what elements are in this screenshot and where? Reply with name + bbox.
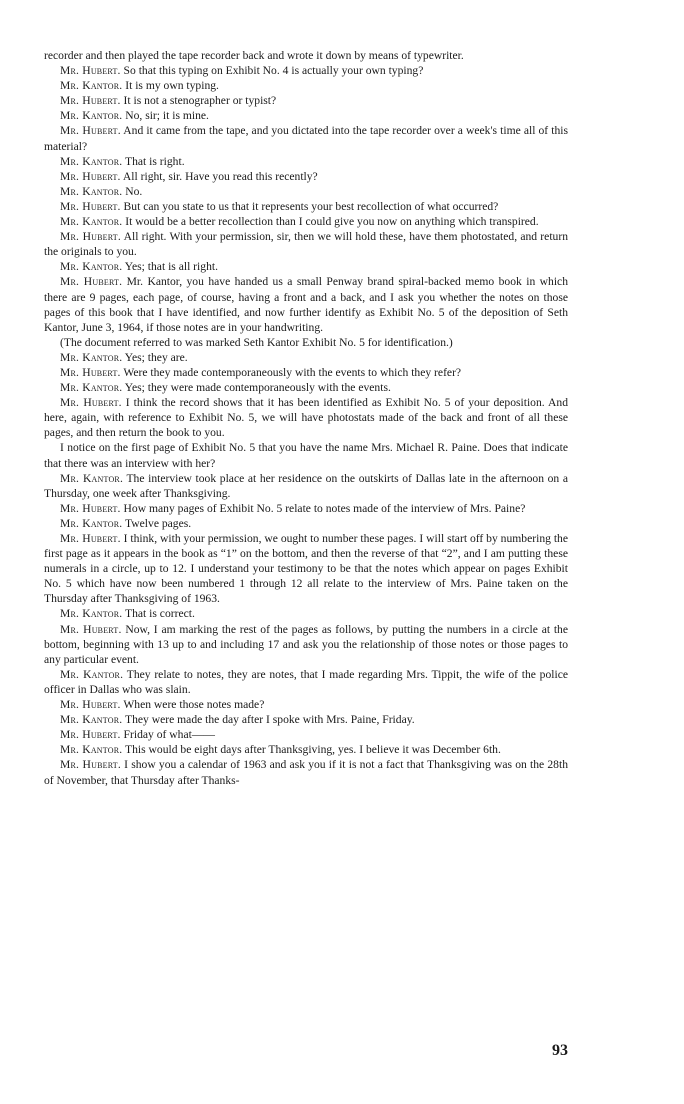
speaker-name: Mr. Hubert.: [60, 275, 123, 289]
paragraph-text: Yes; that is all right.: [122, 260, 218, 274]
speaker-name: Mr. Hubert.: [60, 94, 121, 108]
paragraph-text: Yes; they were made contemporaneously with the events.: [122, 381, 391, 395]
speaker-name: Mr. Kantor.: [60, 381, 123, 395]
paragraph-text: It is my own typing.: [122, 79, 219, 93]
speaker-name: Mr. Kantor.: [60, 184, 123, 198]
paragraph-text: I think, with your permission, we ought to number these pages. I will start off by numbering the first page as it appears in the book as “1” on the bottom, and then the reverse of that “2”, and I am putting these numerals in a circle, up to 12. I understand your testimony to be that the notes which appear on pages Exhibit No. 5 which have now been numbered 1 through 12 all relate to the interview of Mrs. Paine taken on the Thursday after Thanksgiving of 1963.: [44, 532, 568, 606]
speaker-name: Mr. Hubert.: [60, 124, 121, 138]
transcript-paragraph: [44, 154, 568, 169]
speaker-name: Mr. Hubert.: [60, 230, 121, 244]
speaker-name: Mr. Hubert.: [60, 698, 121, 712]
speaker-name: Mr. Kantor.: [60, 607, 123, 621]
speaker-name: Mr. Kantor.: [60, 471, 124, 485]
paragraph-text: All right. With your permission, sir, then we will hold these, have them photostated, and return the originals to you.: [44, 230, 568, 259]
speaker-name: Mr. Hubert.: [60, 64, 121, 78]
transcript-paragraph: [44, 93, 568, 108]
transcript-paragraph: [44, 440, 568, 470]
speaker-name: Mr. Kantor.: [60, 667, 124, 681]
transcript-paragraph: [44, 78, 568, 93]
transcript-paragraph: [44, 214, 568, 229]
paragraph-text: The interview took place at her residence on the outskirts of Dallas late in the afternoon on a Thursday, one week after Thanksgiving.: [44, 471, 569, 500]
paragraph-text: They were made the day after I spoke with Mrs. Paine, Friday.: [122, 713, 415, 727]
paragraph-text: And it came from the tape, and you dictated into the tape recorder over a week's time all of this material?: [44, 124, 568, 153]
paragraph-text: It would be a better recollection than I could give you now on anything which transpired.: [122, 215, 539, 229]
transcript-paragraph: [44, 727, 568, 742]
paragraph-text: How many pages of Exhibit No. 5 relate to notes made of the interview of Mrs. Paine?: [120, 501, 526, 515]
transcript-paragraph: [44, 184, 568, 199]
transcript-paragraph: [44, 531, 568, 606]
paragraph-text: Twelve pages.: [122, 516, 192, 530]
transcript-paragraph: [44, 169, 568, 184]
transcript-paragraph: [44, 48, 568, 63]
paragraph-text: Now, I am marking the rest of the pages as follows, by putting the numbers in a circle at the bottom, beginning with 13 up to and including 17 and ask you the relationship of those notes or those pages to any particular event.: [44, 622, 569, 666]
transcript-paragraph: [44, 259, 568, 274]
speaker-name: Mr. Hubert.: [60, 365, 121, 379]
speaker-name: Mr. Kantor.: [60, 713, 123, 727]
transcript-paragraph: [44, 365, 568, 380]
speaker-name: Mr. Kantor.: [60, 79, 123, 93]
transcript-paragraph: [44, 229, 568, 259]
transcript-body: [44, 48, 568, 788]
page-number: 93: [552, 1042, 568, 1059]
transcript-paragraph: [44, 335, 568, 350]
paragraph-text: All right, sir. Have you read this recently?: [120, 169, 318, 183]
transcript-paragraph: [44, 712, 568, 727]
speaker-name: Mr. Hubert.: [60, 622, 122, 636]
paragraph-text: Yes; they are.: [122, 350, 188, 364]
transcript-paragraph: [44, 757, 568, 787]
paragraph-text: Friday of what——: [120, 728, 216, 742]
paragraph-text: It is not a stenographer or typist?: [120, 94, 277, 108]
speaker-name: Mr. Hubert.: [60, 396, 122, 410]
speaker-name: Mr. Kantor.: [60, 109, 123, 123]
speaker-name: Mr. Kantor.: [60, 350, 123, 364]
transcript-paragraph: [44, 350, 568, 365]
transcript-paragraph: [44, 274, 568, 334]
paragraph-text: So that this typing on Exhibit No. 4 is actually your own typing?: [120, 64, 424, 78]
paragraph-text: I think the record shows that it has been identified as Exhibit No. 5 of your deposition. And here, again, with reference to Exhibit No. 5, we will have photostats made of the back and front of all these pages, and then return the book to you.: [44, 396, 568, 440]
transcript-paragraph: [44, 667, 568, 697]
speaker-name: Mr. Kantor.: [60, 743, 123, 757]
speaker-name: Mr. Hubert.: [60, 532, 121, 545]
transcript-paragraph: [44, 108, 568, 123]
transcript-paragraph: [44, 199, 568, 214]
paragraph-text: I show you a calendar of 1963 and ask you if it is not a fact that Thanksgiving was on the 28th of November, that Thursday after Thanks-: [44, 758, 568, 787]
speaker-name: Mr. Kantor.: [60, 516, 123, 530]
speaker-name: Mr. Hubert.: [60, 169, 121, 183]
transcript-paragraph: [44, 63, 568, 78]
speaker-name: Mr. Kantor.: [60, 260, 123, 274]
transcript-paragraph: [44, 501, 568, 516]
paragraph-text: Were they made contemporaneously with the events to which they refer?: [120, 365, 462, 379]
paragraph-text: When were those notes made?: [120, 698, 265, 712]
transcript-paragraph: [44, 742, 568, 757]
paragraph-text: That is correct.: [122, 607, 195, 621]
paragraph-text: This would be eight days after Thanksgiving, yes. I believe it was December 6th.: [122, 743, 501, 757]
paragraph-text: I notice on the first page of Exhibit No. 5 that you have the name Mrs. Michael R. Paine. Does that indicate that there was an interview with her?: [44, 441, 568, 470]
speaker-name: Mr. Hubert.: [60, 728, 121, 742]
transcript-paragraph: [44, 697, 568, 712]
paragraph-text: No.: [122, 184, 143, 198]
transcript-paragraph: [44, 395, 568, 440]
transcript-paragraph: [44, 622, 568, 667]
paragraph-text: They relate to notes, they are notes, that I made regarding Mrs. Tippit, the wife of the police officer in Dallas who was slain.: [44, 667, 568, 696]
transcript-paragraph: [44, 471, 568, 501]
speaker-name: Mr. Hubert.: [60, 501, 121, 515]
paragraph-text: No, sir; it is mine.: [122, 109, 209, 123]
transcript-paragraph: [44, 123, 568, 153]
paragraph-text: recorder and then played the tape recorder back and wrote it down by means of typewriter.: [44, 49, 464, 62]
paragraph-text: But can you state to us that it represents your best recollection of what occurred?: [120, 199, 499, 213]
speaker-name: Mr. Hubert.: [60, 199, 121, 213]
speaker-name: Mr. Hubert.: [60, 758, 121, 772]
paragraph-text: Mr. Kantor, you have handed us a small Penway brand spiral-backed memo book in which there are 9 pages, each page, of course, having a front and a back, and I ask you whether the notes on those pages of this book that I have identified, and now further identify as Exhibit No. 5 of the deposition of Seth Kantor, June 3, 1964, if those notes are in your handwriting.: [44, 275, 568, 334]
speaker-name: Mr. Kantor.: [60, 154, 123, 168]
transcript-paragraph: [44, 606, 568, 621]
speaker-name: Mr. Kantor.: [60, 215, 123, 229]
transcript-paragraph: [44, 516, 568, 531]
paragraph-text: (The document referred to was marked Seth Kantor Exhibit No. 5 for identification.): [60, 335, 453, 349]
transcript-paragraph: [44, 380, 568, 395]
paragraph-text: That is right.: [122, 154, 185, 168]
